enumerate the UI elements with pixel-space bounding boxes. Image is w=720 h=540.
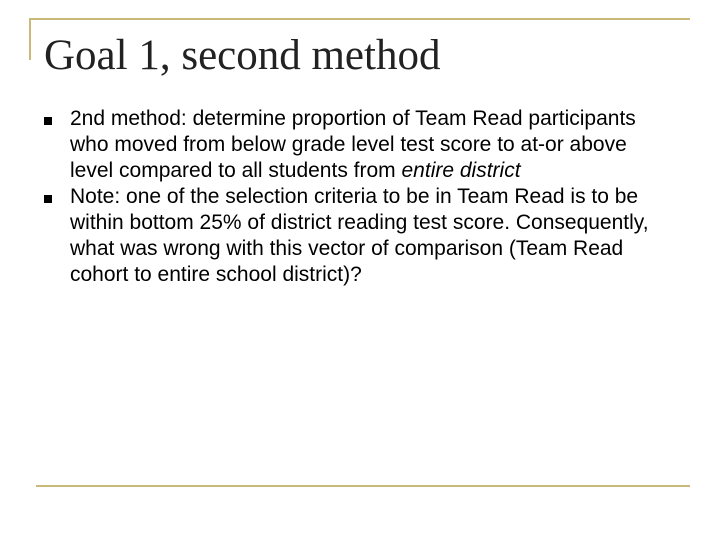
bullet-text-method: 2nd method: determine proportion of Team Read participants who moved from below grade level test score to at-or above level compared to all students from	[70, 107, 636, 182]
bullet-text-note: Note: one of the selection criteria to be in Team Read is to be within bottom 25% of district reading test score. Consequently, what was wrong with this vector of comparison (Team Read cohort to entire school district)?	[70, 185, 649, 286]
slide-title: Goal 1, second method	[44, 32, 441, 79]
square-bullet-icon	[44, 195, 52, 203]
top-vertical-rule	[29, 18, 31, 60]
bullet-item-note	[44, 184, 674, 288]
top-horizontal-rule	[29, 18, 690, 20]
bottom-horizontal-rule	[36, 485, 690, 487]
square-bullet-icon	[44, 117, 52, 125]
bullet-list	[44, 106, 674, 288]
bullet-item-method	[44, 106, 674, 184]
bullet-emphasis-entire-district: entire district	[401, 159, 521, 182]
